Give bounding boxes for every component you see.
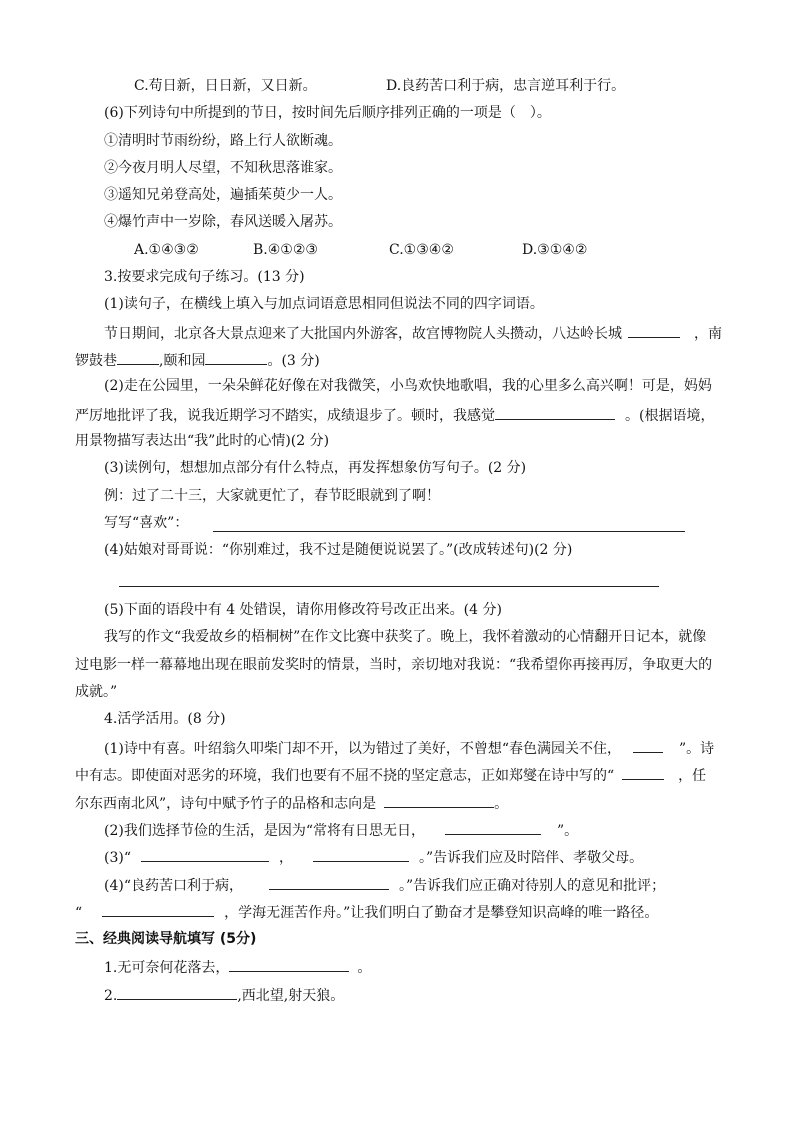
answer-blank[interactable] <box>102 901 214 917</box>
q3-s1-text-b1: 锣鼓巷 <box>75 353 117 369</box>
answer-blank[interactable] <box>117 984 237 1000</box>
q4-p1-line-c <box>75 792 508 814</box>
poem-line: ③遥知兄弟登高处，遍插茱萸少一人。 <box>104 187 342 203</box>
answer-blank[interactable] <box>313 846 409 862</box>
q4-p3 <box>104 846 643 868</box>
answer-blank[interactable] <box>269 874 389 890</box>
q3-s2-line-c: 用景物描写表达出“我”此时的心情)(2 分) <box>75 433 330 449</box>
q4-p1-a1: (1)诗中有喜。叶绍翁久叩柴门却不开，以为错过了美好，不曾想“春色满园关不住， <box>104 741 621 757</box>
q3-s2-b1: 严厉地批评了我，说我近期学习不踏实，成绩退步了。顿时，我感觉 <box>75 408 495 424</box>
poem-line: ①清明时节雨纷纷，路上行人欲断魂。 <box>104 133 342 149</box>
choice-c: C.①③④② <box>389 242 454 258</box>
q3-s3-write: 写写“喜欢”： <box>104 515 189 531</box>
q4-p1-b2: ，任 <box>678 768 707 784</box>
answer-blank[interactable] <box>205 349 267 365</box>
q3-s5-passage: 成就。” <box>75 684 118 700</box>
q4-p1-c2: 。 <box>494 796 509 812</box>
q4-p1-a2: ”。诗 <box>679 741 715 757</box>
q3-s5-passage: 过电影一样一幕幕地出现在眼前发奖时的情景，当时，亲切地对我说：“我希望你再接再厉，争取更大的 <box>75 657 713 673</box>
q3-s1-text-a: 节日期间，北京各大景点迎来了大批国内外游客，故宫博物院人头攒动，八达岭长城 <box>104 326 622 342</box>
q4-p4-b: 。”告诉我们应正确对待别人的意见和批评； <box>399 878 666 894</box>
q4-p4-c: “ <box>75 905 83 921</box>
answer-line[interactable] <box>119 586 659 587</box>
q4-p2-b: ”。 <box>557 823 579 839</box>
answer-blank[interactable] <box>633 737 663 753</box>
q3-s2-b2: 。(根据语境， <box>625 408 715 424</box>
q4-p3-a: (3)“ <box>104 850 131 866</box>
section-3-item-2-b: ,西北望,射天狼。 <box>237 988 345 1004</box>
answer-blank[interactable] <box>229 956 349 972</box>
q4-p1-line-a <box>104 737 714 759</box>
q3-s3-stem: (3)读例句，想想加点部分有什么特点，再发挥想象仿写句子。(2 分) <box>104 460 527 476</box>
q4-p3-c: 。”告诉我们应及时陪伴、孝敬父母。 <box>419 850 644 866</box>
q3-s1-text <box>104 322 722 344</box>
q3-s1-text-b2: ,颐和园 <box>159 353 206 369</box>
q4-p2 <box>104 819 578 841</box>
q3-s1-text-a-end: ，南 <box>694 326 722 342</box>
answer-blank[interactable] <box>384 792 494 808</box>
q4-title: 4.活学活用。(8 分) <box>104 711 226 727</box>
q4-p1-c1: 尔东西南北风”，诗句中赋予竹子的品格和志向是 <box>75 796 377 812</box>
poem-line: ④爆竹声中一岁除，春风送暖入屠苏。 <box>104 214 342 230</box>
q3-s5-passage: 我写的作文“我爱故乡的梧桐树”在作文比赛中获奖了。晚上，我怀着激动的心情翻开日记本，就像 <box>104 629 707 645</box>
q3-title: 3.按要求完成句子练习。(13 分) <box>104 269 305 285</box>
q3-s3-example: 例：过了二十三，大家就更忙了，春节眨眼就到了啊！ <box>104 488 440 504</box>
q4-p4-line-b <box>75 901 658 923</box>
q4-p2-a: (2)我们选择节俭的生活，是因为“常将有日思无日， <box>104 823 425 839</box>
q4-p3-b: ， <box>279 850 293 866</box>
section-3-title: 三、经典阅读导航填写 (5分) <box>75 931 257 947</box>
q4-p4-line-a <box>104 874 665 896</box>
choice-a: A.①④③② <box>134 242 199 258</box>
q4-p4-a: (4)“良药苦口利于病， <box>104 878 243 894</box>
q4-p1-b1: 中有志。即使面对恶劣的环境，我们也要有不屈不挠的坚定意志，正如郑燮在诗中写的“ <box>75 768 615 784</box>
answer-line[interactable] <box>213 531 685 532</box>
option-d: D.良药苦口利于病，忠言逆耳利于行。 <box>386 78 626 94</box>
answer-blank[interactable] <box>445 819 541 835</box>
section-3-item-1 <box>104 956 371 978</box>
answer-blank[interactable] <box>495 404 615 420</box>
q3-s4-stem: (4)姑娘对哥哥说：“你别难过，我不过是随便说说罢了。”(改成转述句)(2 分) <box>104 542 573 558</box>
answer-blank[interactable] <box>141 846 269 862</box>
q3-s1-stem: (1)读句子，在横线上填入与加点词语意思相同但说法不同的四字词语。 <box>104 296 544 312</box>
q3-s1-text-cont <box>75 349 320 371</box>
q6-stem: (6)下列诗句中所提到的节日，按时间先后顺序排列正确的一项是（ ）。 <box>104 105 551 121</box>
q4-p4-d: ，学海无涯苦作舟。”让我们明白了勤奋才是攀登知识高峰的唯一路径。 <box>224 905 659 921</box>
q4-p1-line-b <box>75 764 706 786</box>
answer-blank[interactable] <box>117 349 159 365</box>
q3-s5-stem: (5)下面的语段中有 4 处错误，请你用修改符号改正出来。(4 分) <box>104 602 502 618</box>
choice-b: B.④①②③ <box>253 242 318 258</box>
answer-blank[interactable] <box>628 322 680 338</box>
answer-blank[interactable] <box>622 764 664 780</box>
poem-line: ②今夜月明人尽望，不知秋思落谁家。 <box>104 160 342 176</box>
q3-s1-text-b3: 。(3 分) <box>267 353 320 369</box>
q3-s2-line-b <box>75 404 714 426</box>
q3-s2-line-a: (2)走在公园里，一朵朵鲜花好像在对我微笑，小鸟欢快地歌唱，我的心里多么高兴啊！可是，妈妈 <box>104 378 712 394</box>
choice-d: D.③①④② <box>522 242 588 258</box>
section-3-item-1-a: 1.无可奈何花落去， <box>104 960 230 976</box>
option-c: C.苟日新，日日新，又日新。 <box>134 78 317 94</box>
section-3-item-1-b: 。 <box>357 960 372 976</box>
section-3-item-2 <box>104 984 344 1006</box>
section-3-item-2-a: 2. <box>104 988 118 1004</box>
